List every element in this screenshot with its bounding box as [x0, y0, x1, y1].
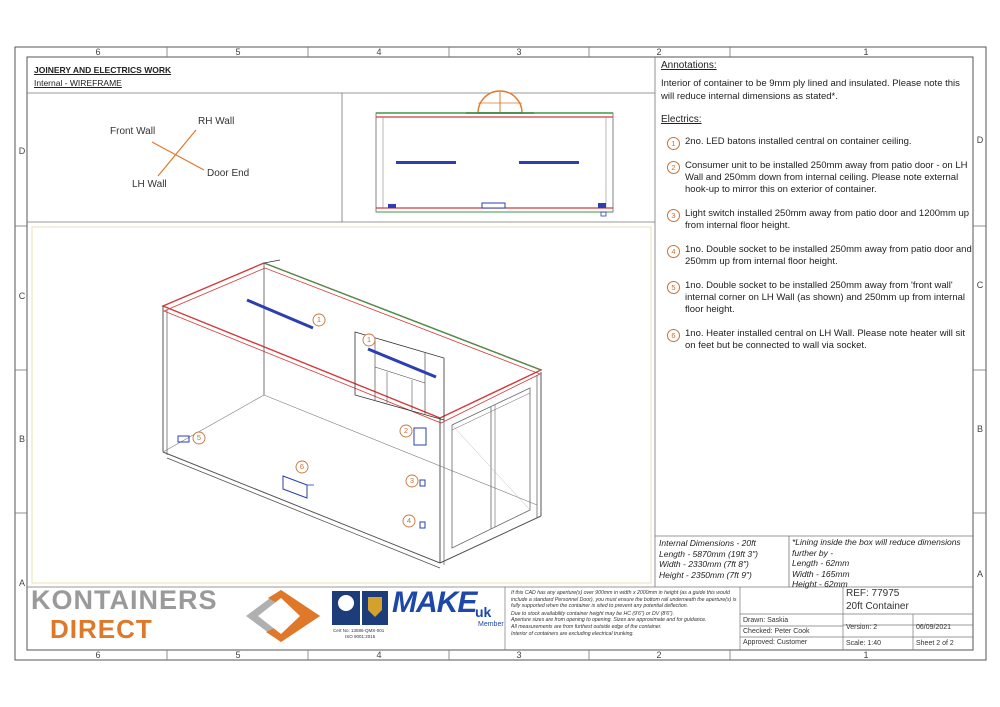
date: 06/09/2021 — [916, 624, 952, 631]
zone-left-d: D — [18, 146, 26, 156]
zone-bottom-4: 4 — [376, 650, 382, 660]
checked-by: Checked: Peter Cook — [743, 628, 810, 635]
company-logo-graphic — [246, 590, 320, 642]
reference-number: REF: 77975 — [846, 588, 900, 599]
annotations-text: Interior of container to be 9mm ply lined and insulated. Please note this will reduce internal dimensions as stated*. — [661, 78, 960, 102]
label-door-end: Door End — [207, 168, 250, 179]
drawn-by: Drawn: Saskia — [743, 617, 789, 624]
callout-4: 4 — [406, 516, 412, 525]
zone-right-c: C — [976, 280, 984, 290]
zone-bottom-5: 5 — [235, 650, 241, 660]
make-uk-suffix: uk — [475, 604, 492, 620]
cert-badges — [332, 591, 388, 625]
iso-viewport — [32, 227, 651, 583]
make-uk-logo: MAKE — [392, 586, 477, 619]
dim-line: *Lining inside the box will reduce dimensions — [792, 537, 961, 547]
logo-kontainers: KONTAINERS — [31, 585, 218, 615]
item-number: 3 — [667, 209, 680, 222]
item-text: Consumer unit to be installed 250mm away from patio door - on LH Wall and 250mm down from internal ceiling. Please note external hook-up to mirror this on exterior of container. — [685, 160, 968, 195]
side-elevation — [376, 91, 613, 216]
electrics-title: Electrics: — [661, 114, 702, 125]
cert-iso: ISO 9001:2015 — [345, 634, 376, 639]
approved-by: Approved: Customer — [743, 639, 808, 646]
zone-top-2: 2 — [656, 47, 662, 57]
zone-top-6: 6 — [95, 47, 101, 57]
zone-right-d: D — [976, 135, 984, 145]
logo-direct: DIRECT — [50, 614, 153, 644]
footer-notes — [511, 590, 737, 637]
note-4: All measurements are from furthest outside edge of the container. — [511, 623, 662, 630]
item-text: 1no. Double socket to be installed 250mm away from 'front wall' internal corner on LH Wall (as shown) and 250mm up from internal floor height. — [685, 280, 966, 315]
drawing-subheading: Internal - WIREFRAME — [34, 78, 122, 88]
zone-right-b: B — [976, 424, 983, 434]
item-number: 5 — [667, 281, 680, 294]
zone-top-4: 4 — [376, 47, 382, 57]
product-name: 20ft Container — [846, 601, 909, 612]
dim-line: further by - — [792, 547, 834, 558]
callout-3: 3 — [409, 476, 415, 485]
zone-left-c: C — [18, 291, 26, 301]
callout-1a: 1 — [316, 315, 322, 324]
zone-left-a: A — [18, 578, 25, 588]
item-number: 6 — [667, 329, 680, 342]
zone-bottom-3: 3 — [516, 650, 522, 660]
zone-bottom-6: 6 — [95, 650, 101, 660]
callout-2: 2 — [403, 426, 409, 435]
dim-line: Height - 62mm — [792, 579, 848, 589]
annotations-title: Annotations: — [661, 60, 717, 71]
item-number: 2 — [667, 161, 680, 174]
note-2: Due to stock availability container height may be HC (9'6") or DV (8'6"). — [511, 610, 675, 617]
isometric-container — [163, 260, 541, 568]
note-3: Aperture sizes are from opening to opening. Sizes are approximate and for guidance. — [511, 617, 707, 624]
zone-top-5: 5 — [235, 47, 241, 57]
make-uk-member: Member — [478, 621, 504, 628]
item-text: 2no. LED batons installed central on container ceiling. — [685, 136, 912, 147]
zone-right-a: A — [976, 569, 983, 579]
zone-top-1: 1 — [863, 47, 869, 57]
dim-line: Internal Dimensions - 20ft — [659, 538, 756, 548]
callout-1b: 1 — [366, 335, 372, 344]
cert-number: Cert No: 13586-QMS-001 — [333, 628, 385, 633]
dim-line: Length - 62mm — [792, 558, 850, 568]
item-text: Light switch installed 250mm away from patio door and 1200mm up from internal floor height. — [685, 208, 970, 231]
version: Version: 2 — [846, 624, 878, 631]
zone-left-b: B — [18, 434, 25, 444]
item-number: 1 — [667, 137, 680, 150]
sheet-number: Sheet 2 of 2 — [916, 640, 954, 647]
label-rh-wall: RH Wall — [198, 116, 235, 127]
callout-6: 6 — [299, 462, 305, 471]
internal-dimensions — [659, 538, 758, 580]
dim-line: Width - 2330mm (7ft 8") — [659, 559, 749, 569]
dim-line: Height - 2350mm (7ft 9") — [659, 569, 752, 580]
scale: Scale: 1:40 — [846, 640, 882, 647]
zone-bottom-1: 1 — [863, 650, 869, 660]
dim-line: Length - 5870mm (19ft 3") — [659, 548, 758, 559]
drawing-heading: JOINERY AND ELECTRICS WORK — [34, 65, 172, 75]
orientation-cross — [152, 130, 204, 176]
lining-dimensions — [792, 537, 961, 590]
item-number: 4 — [667, 245, 680, 258]
dim-line: Width - 165mm — [792, 568, 850, 579]
item-text: 1no. Heater installed central on LH Wall. Please note heater will sit on feet but be connected to wall via socket. — [685, 328, 966, 351]
label-front-wall: Front Wall — [110, 126, 156, 137]
callout-5: 5 — [196, 433, 202, 442]
note-5: Interior of containers are excluding electrical trunking. — [511, 630, 634, 637]
item-text: 1no. Double socket to be installed 250mm away from patio door and 250mm up from internal floor height. — [685, 244, 972, 267]
zone-top-3: 3 — [516, 47, 522, 57]
note-1: If this CAD has any aperture(s) over 900mm in width x 2000mm in height (as a guide this would include a standard Personnel Door), you must ensure the bottom rail underneath the aperture(s) is fully supported when the container is sited to prevent any potential deflection. — [511, 590, 737, 610]
zone-bottom-2: 2 — [656, 650, 662, 660]
label-lh-wall: LH Wall — [132, 179, 167, 190]
